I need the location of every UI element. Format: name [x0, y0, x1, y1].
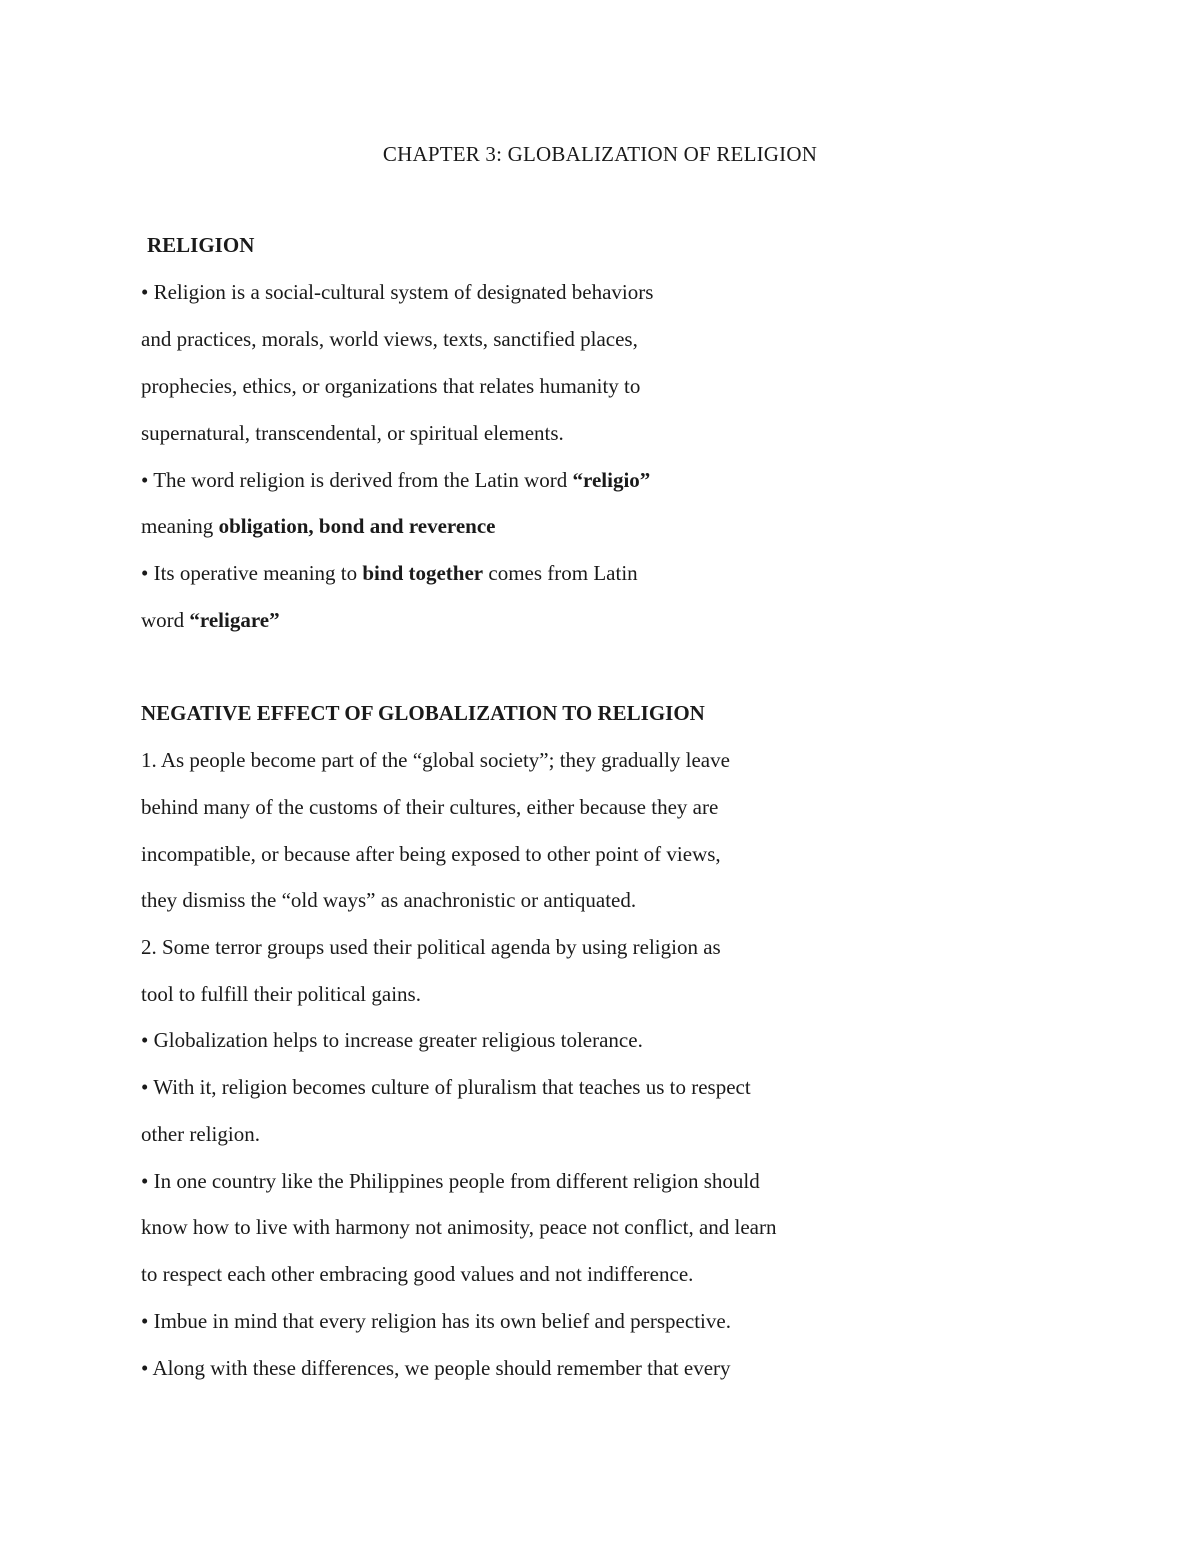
paragraph-line: other religion. — [141, 1122, 260, 1146]
paragraph-line: • In one country like the Philippines people from different religion should — [141, 1169, 760, 1193]
text-segment: meaning — [141, 514, 219, 538]
text-segment: • The word religion is derived from the Latin word — [141, 468, 573, 492]
bold-term-bind-together: bind together — [362, 561, 484, 585]
paragraph-line: incompatible, or because after being exposed to other point of views, — [141, 842, 721, 866]
paragraph-line: 1. As people become part of the “global society”; they gradually leave — [141, 748, 730, 772]
paragraph-line: • With it, religion becomes culture of pluralism that teaches us to respect — [141, 1075, 751, 1099]
paragraph-line: • Imbue in mind that every religion has its own belief and perspective. — [141, 1309, 731, 1333]
text-segment: word — [141, 608, 190, 632]
bold-term-religare: “religare” — [189, 608, 280, 632]
paragraph-line: they dismiss the “old ways” as anachronistic or antiquated. — [141, 888, 637, 912]
paragraph-line: know how to live with harmony not animosity, peace not conflict, and learn — [141, 1215, 777, 1239]
bold-term-religio: “religio” — [572, 468, 651, 492]
section-heading-religion: RELIGION — [147, 233, 255, 257]
paragraph-line: 2. Some terror groups used their political agenda by using religion as — [141, 935, 721, 959]
text-segment: • Its operative meaning to — [141, 561, 363, 585]
paragraph-line: behind many of the customs of their cultures, either because they are — [141, 795, 719, 819]
paragraph-line: • Along with these differences, we people should remember that every — [141, 1356, 731, 1380]
paragraph-line-word — [141, 606, 280, 634]
paragraph-line-derived — [141, 466, 650, 494]
chapter-title: CHAPTER 3: GLOBALIZATION OF RELIGION — [382, 142, 818, 166]
paragraph-line: tool to fulfill their political gains. — [141, 982, 421, 1006]
paragraph-line-operative — [141, 559, 638, 587]
paragraph-line: • Globalization helps to increase greater religious tolerance. — [141, 1028, 643, 1052]
paragraph-line: prophecies, ethics, or organizations that relates humanity to — [141, 374, 641, 398]
paragraph-line: and practices, morals, world views, texts, sanctified places, — [141, 327, 638, 351]
text-segment: comes from Latin — [483, 561, 638, 585]
paragraph-line: supernatural, transcendental, or spiritual elements. — [141, 421, 564, 445]
paragraph-line: to respect each other embracing good values and not indifference. — [141, 1262, 694, 1286]
paragraph-line-meaning — [141, 512, 495, 540]
bold-term-meaning: obligation, bond and reverence — [218, 514, 496, 538]
paragraph-line: • Religion is a social-cultural system of designated behaviors — [141, 280, 654, 304]
section-heading-negative-effect: NEGATIVE EFFECT OF GLOBALIZATION TO RELIGION — [141, 701, 705, 725]
